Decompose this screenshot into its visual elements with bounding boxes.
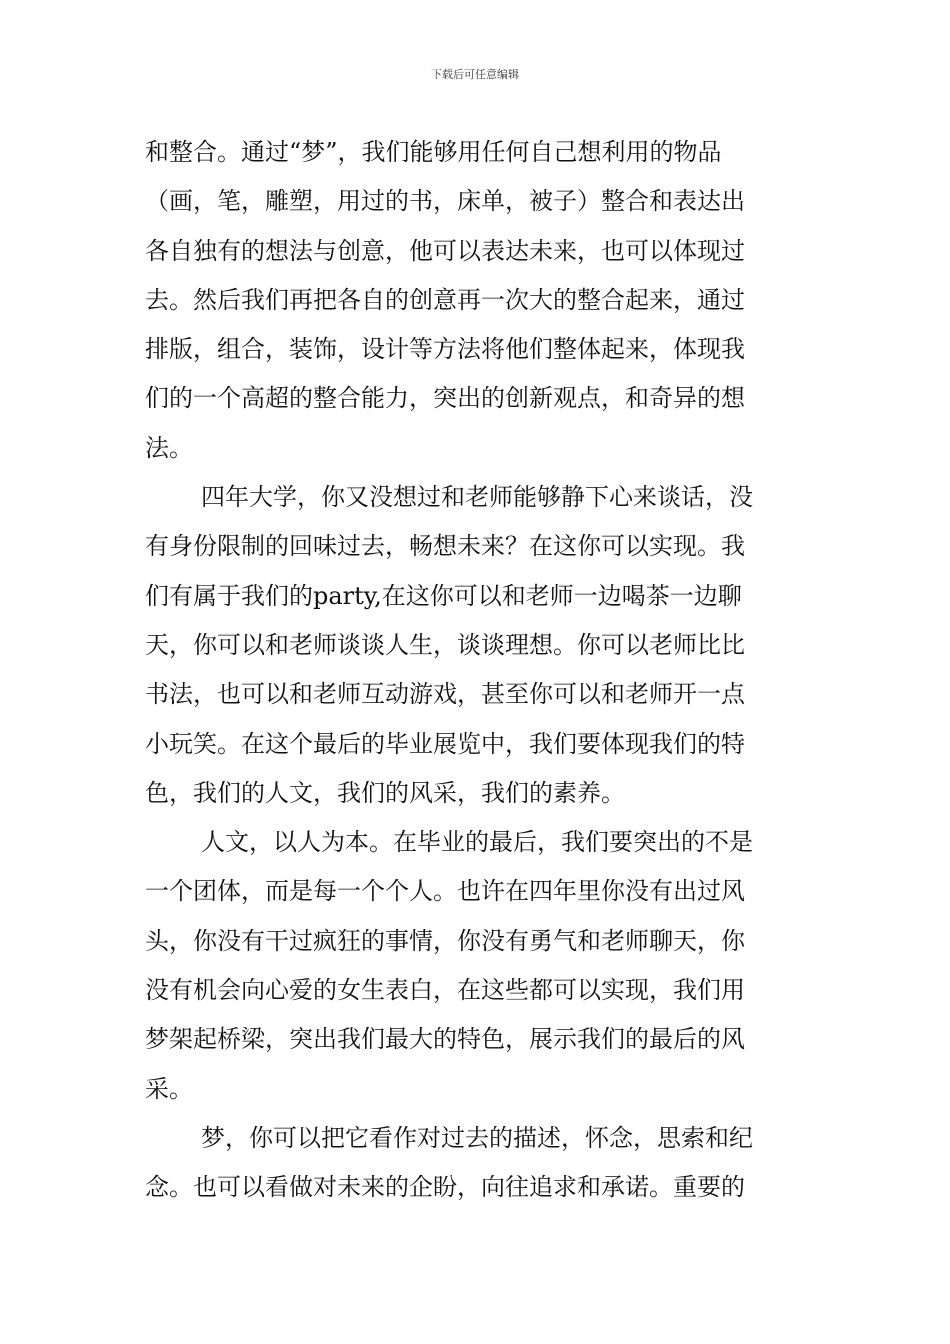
text-line: 们有属于我们的party,在这你可以和老师一边喝茶一边聊 [145,581,742,610]
text-line: 头，你没有干过疯狂的事情，你没有勇气和老师聊天，你 [145,926,745,955]
paragraph-first-line: 人文，以人为本。在毕业的最后，我们要突出的不是 [201,828,753,857]
paragraph-first-line: 梦，你可以把它看作对过去的描述，怀念，思索和纪 [201,1123,753,1152]
text-line: 排版，组合，装饰，设计等方法将他们整体起来，体现我 [145,335,745,364]
text-line: 们的一个高超的整合能力，突出的创新观点，和奇异的想 [145,384,745,413]
page-header: 下载后可任意编辑 [431,68,519,81]
text-line: （画，笔，雕塑，用过的书，床单，被子）整合和表达出 [145,187,745,216]
text-line: 梦架起桥梁，突出我们最大的特色，展示我们的最后的风 [145,1025,745,1054]
text-line: 没有机会向心爱的女生表白，在这些都可以实现，我们用 [145,976,745,1005]
text-line: 去。然后我们再把各自的创意再一次大的整合起来，通过 [145,285,745,314]
text-line: 采。 [145,1074,193,1103]
paragraph-first-line: 四年大学，你又没想过和老师能够静下心来谈话，没 [201,483,753,512]
text-line: 书法，也可以和老师互动游戏，甚至你可以和老师开一点 [145,680,745,709]
text-line: 念。也可以看做对未来的企盼，向往追求和承诺。重要的 [145,1173,745,1202]
text-line: 和整合。通过“梦”，我们能够用任何自己想利用的物品 [145,138,722,166]
text-line: 色，我们的人文，我们的风采，我们的素养。 [145,778,625,807]
text-line: 法。 [145,433,193,462]
text-line: 有身份限制的回味过去，畅想未来？在这你可以实现。我 [145,532,745,561]
document-body [145,128,810,1213]
text-line: 天，你可以和老师谈谈人生，谈谈理想。你可以老师比比 [145,630,745,659]
text-line: 一个团体，而是每一个个人。也许在四年里你没有出过风 [145,877,745,906]
text-line: 小玩笑。在这个最后的毕业展览中，我们要体现我们的特 [145,729,745,758]
text-line: 各自独有的想法与创意，他可以表达未来，也可以体现过 [145,236,745,265]
